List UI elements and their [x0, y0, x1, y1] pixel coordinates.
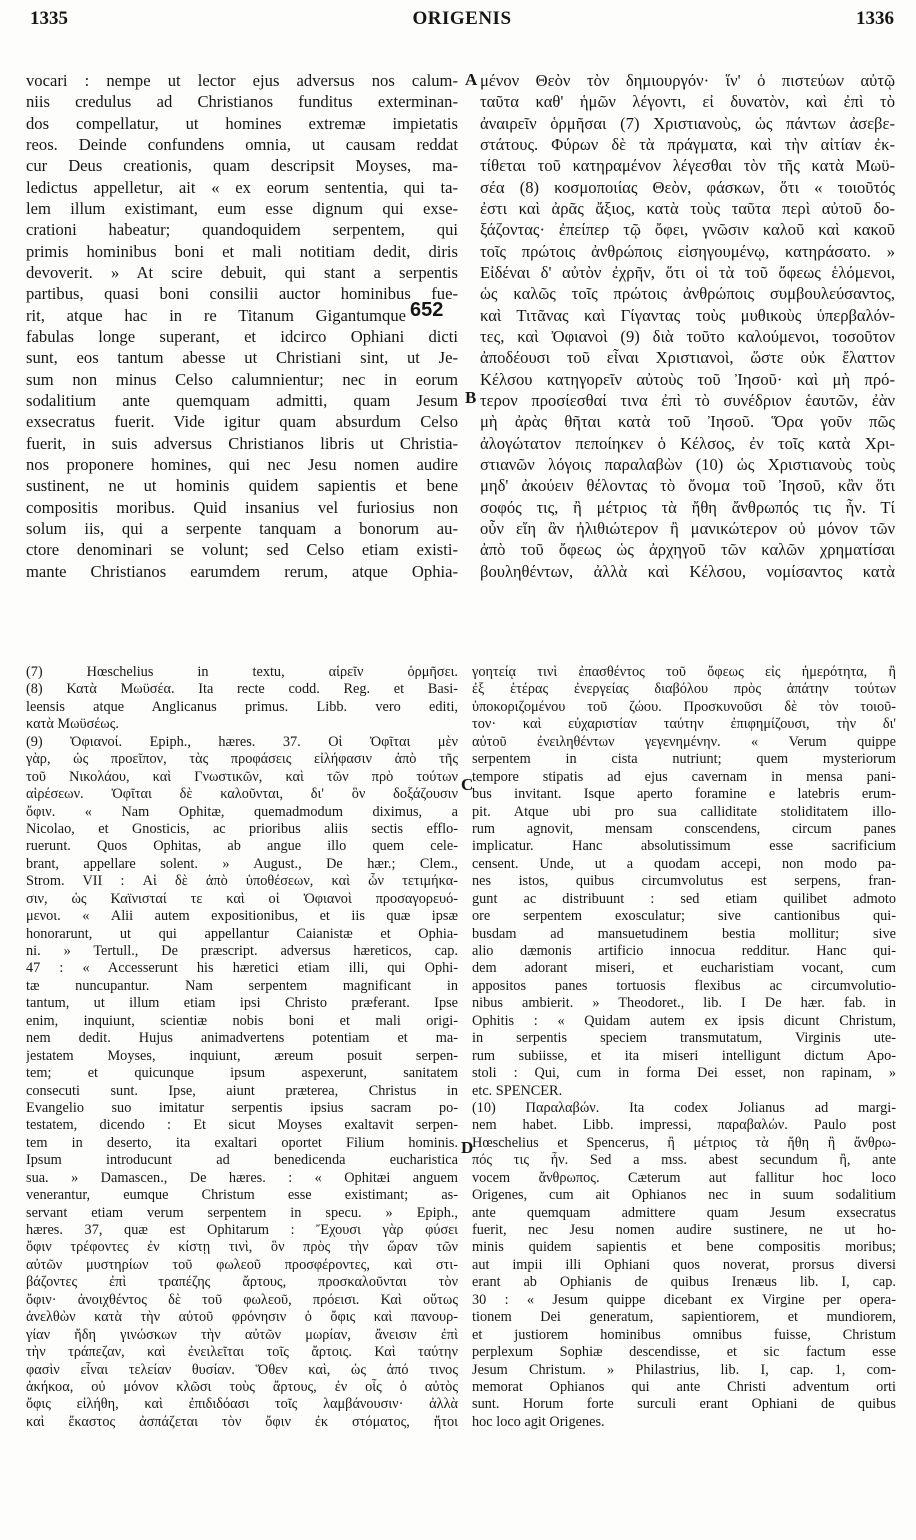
- text-line: ταῦτα καθ' ἡμῶν λέγοντι, εἰ δυνατὸν, καὶ ἐπὶ τὸ: [480, 92, 895, 112]
- text-line: sua. » Damascen., De hæres. : « Ophitæi anguem: [26, 1169, 458, 1186]
- text-line: μηδ' ἀκούειν θέλοντας τὸ ὄνομα τοῦ Ἰησοῦ, κἂν ὅτι: [480, 476, 895, 496]
- text-line: 47 : « Accesserunt his hæretici etiam illi, qui Ophi-: [26, 960, 458, 977]
- main-text-greek: [480, 70, 895, 655]
- text-line: γὰρ, ὡς προεῖπον, τὰς προφάσεις εἰλήφασιν ἀπὸ τῆς: [26, 751, 458, 768]
- text-line: ἐστι καὶ ἀρᾶς ἄξιος, κατὰ τοὺς ταῦτα περὶ αὐτοῦ δο-: [480, 198, 895, 218]
- text-line: Ipsum introducunt ad benedicenda eucharistica: [26, 1152, 458, 1169]
- text-line: fabulas longe superant, et idcirco Ophiani dicti: [26, 326, 458, 346]
- text-line: Origenes, cum ait Ophianos nec in suum sodalitium: [472, 1187, 896, 1204]
- text-line: τες, καὶ Ὀφιανοὶ (9) διὰ τοῦτο καλούμενοι, τοσοῦτον: [480, 326, 895, 346]
- text-line: μὴ ἀρὰς θῆται κατὰ τοῦ Ἰησοῦ. Ὅρα γοῦν πῶς: [480, 412, 895, 432]
- text-line: dem adorant miseri, et eucharistiam vocant, cum: [472, 960, 896, 977]
- text-line: fuerit, in suis adversus Christianos libris ut Christia-: [26, 433, 458, 453]
- text-line: censent. Unde, ut a quodam accepi, non modo pa-: [472, 855, 896, 872]
- text-line: ὄφιν. « Nam Ophitæ, quemadmodum diximus, a: [26, 803, 458, 820]
- text-line: τοῦ Νικολάου, καὶ Γνωστικῶν, καὶ τῶν πρὸ τούτων: [26, 768, 458, 785]
- running-title: ORIGENIS: [412, 8, 512, 29]
- text-line: primis hominibus boni et mali notitiam dedit, diris: [26, 241, 458, 261]
- text-line: vocem ἄνθρωπος. Cæterum aut fallitur hoc loco: [472, 1169, 896, 1186]
- text-line: ὄφις εἰλήθη, καὶ ἐπιδιδόασι τοῖς λαμβάνουσιν· ἀλλὰ: [26, 1396, 458, 1413]
- text-line: busdam ad mansuetudinem bestia mollitur; sive: [472, 925, 896, 942]
- text-line: τοῖς πρώτοις ἀνθρώποις εἰσηγουμένῳ, κατηράσατο. »: [480, 241, 895, 261]
- text-line: ante quemquam admittere quam Jesum exsecratus: [472, 1204, 896, 1221]
- text-line: καὶ ἕκαστος ἀσπάζεται τὸν ὄφιν ἐκ στόματος, ἤτοι: [26, 1413, 458, 1430]
- text-line: rum agnovit, mensam conscendens, circum panes: [472, 820, 896, 837]
- text-line: bus invitant. Isque aperto foramine e latebris erum-: [472, 786, 896, 803]
- page-number-right: 1336: [856, 8, 894, 29]
- text-line: tionem Dei generatum, sapientiorem, et mundiorem,: [472, 1309, 896, 1326]
- text-line: partibus, quasi boni consilii auctor hominibus fue-: [26, 284, 458, 304]
- text-line: et justiorem hominibus omnibus fuisse, Christum: [472, 1326, 896, 1343]
- text-line: compositis moribus. Quid insanius vel furiosius non: [26, 497, 458, 517]
- text-line: ὄφιν· ἀνοιχθέντος δὲ τοῦ φωλεοῦ, πρόεισι. Καὶ οὕτως: [26, 1291, 458, 1308]
- text-line: rum subiisse, et ita miseri intelligunt dictum Apo-: [472, 1047, 896, 1064]
- text-line: γοητείᾳ τινὶ ἐπασθέντος τοῦ ὄφεως εἰς ἡμερότητα, ἢ: [472, 664, 896, 680]
- text-line: τίθεται τοῦ κατηραμένον λέγεσθαι τὸν τῆς κατὰ Μωϋ-: [480, 156, 895, 176]
- text-line: in serpentis speciem transmutatum, Virginis ute-: [472, 1030, 896, 1047]
- text-line: sustinent, ne ut hominis quidem sapientis et bene: [26, 476, 458, 496]
- text-line: (7) Hœschelius in textu, αἱρεῖν ὁρμῆσει.: [26, 664, 458, 680]
- text-line: reos. Deinde confundens omnia, ut causam reddat: [26, 134, 458, 154]
- text-line: memorat Ophianos qui ante Christi adventum orti: [472, 1378, 896, 1395]
- text-line: solum iis, qui a serpente tanquam a bonorum au-: [26, 518, 458, 538]
- footnotes-left: [26, 664, 458, 1512]
- text-line: devoverit. » At scire debuit, qui stant a serpentis: [26, 262, 458, 282]
- text-line: aut impii illi Ophiani quos noverat, prorsus diversi: [472, 1256, 896, 1273]
- text-line: honorarunt, ut qui appellantur Caianistæ et Ophia-: [26, 925, 458, 942]
- text-line: rit, atque hac in re Titanum Gigantumque: [26, 305, 406, 325]
- text-line: sunt, eos tantum abesse ut Christiani sint, ut Je-: [26, 348, 458, 368]
- text-line: brant, appellare solent. » August., De hær.; Clem.,: [26, 855, 458, 872]
- text-line: gunt ac distribuunt : sed etiam quilibet admoto: [472, 890, 896, 907]
- text-line: alio dæmonis artificio innocua redditur. Hanc qui-: [472, 943, 896, 959]
- text-line: Strom. VII : Αἱ δὲ ἀπὸ ὑποθέσεων, καὶ ὧν τετιμήκα-: [26, 873, 458, 890]
- text-line: tæ nuncupantur. Nam serpentem magnificant in: [26, 977, 458, 994]
- text-line: hoc loco agit Origenes.: [472, 1413, 605, 1430]
- text-line: ἀλογώτατον πεποίηκεν ὁ Κέλσος, ἐν τοῖς κατὰ Χρι-: [480, 433, 895, 453]
- text-line: ctore denominari se volunt; sed Celso etiam existi-: [26, 540, 458, 560]
- text-line: ἀποδέουσι τοῦ εἶναι Χριστιανοὶ, ὥστε οὐκ ἔλαττον: [480, 348, 895, 368]
- text-line: (8) Κατὰ Μωϋσέα. Ita recte codd. Reg. et Basi-: [26, 681, 458, 698]
- text-line: vocari : nempe ut lector ejus adversus nos calum-: [26, 71, 458, 90]
- text-line: erant ab Ophianis de quibus Irenæus lib. I, cap.: [472, 1274, 896, 1291]
- text-line: testatem, dicendo : Et sicut Moyses exaltavit serpen-: [26, 1117, 458, 1134]
- text-line: Nicolao, et Gnosticis, ac prioribus aliis sectis efflo-: [26, 820, 458, 837]
- text-line: οὖν εἴη ἂν ἠλιθιώτερον ἢ μανικώτερον οὐ μόνον τῶν: [480, 518, 895, 538]
- text-line: tempore stipatis ad ejus cavernam in mensa pani-: [472, 768, 896, 785]
- text-line: pit. Atque ubi pro sua calliditate stoliditatem illo-: [472, 803, 896, 820]
- text-line: σοφός τις, ἢ μέτριος τὰ ἤθη ἄνθρωπός τις ἦν. Τί: [480, 497, 895, 517]
- text-line: σιν, ὡς Καϊνισταί τε καὶ οἱ Ὀφιανοὶ προσαγορευό-: [26, 890, 458, 907]
- text-line: σέα (8) κοσμοποιίας Θεὸν, φάσκων, ὅτι « τοιοῦτός: [480, 177, 895, 197]
- text-line: ἀνελθὼν κατὰ τὴν αὐτοῦ φρόνησιν ὁ ὄφις καὶ πανουρ-: [26, 1309, 458, 1326]
- text-line: τὴν τράπεζαν, καὶ ἐνειλεῖται τοῖς ἄρτοις. Καὶ ταύτην: [26, 1344, 458, 1361]
- text-line: hæres. 37, quæ est Ophitarum : Ἔχουσι γὰρ φύσει: [26, 1222, 458, 1238]
- section-marker-c: C: [461, 775, 474, 794]
- text-line: crationi habeatur; quandoquidem serpentem, qui: [26, 220, 458, 240]
- text-line: sunt. Horum forte surculi erant Ophiani de quibus: [472, 1396, 896, 1413]
- text-line: ore serpentem exosculatur; sive cantionibus qui-: [472, 908, 896, 925]
- text-line: Hœschelius et Spencerus, ἢ μέτριος τὰ ἤθη ἢ ἄνθρω-: [472, 1134, 896, 1151]
- text-line: ἀναιρεῖν ὁρμῆσαι (7) Χριστιανοὺς, ὡς πάντων ἀσεβε-: [480, 113, 895, 133]
- text-line: mante Christianos earumdem rerum, atque Ophia-: [26, 561, 458, 581]
- text-line: implicatur. Hanc absolutissimum esse sacrificium: [472, 838, 896, 855]
- text-line: αὐτῶν μυστηρίων τοῦ φωλεοῦ προσφέροντες, καὶ στι-: [26, 1256, 458, 1273]
- main-text-latin: [26, 70, 458, 655]
- text-line: ξάζοντας· ἐπείπερ τῷ ὄφει, γνῶσιν καλοῦ καὶ κακοῦ: [480, 220, 895, 240]
- text-line: (9) Ὀφιανοί. Epiph., hæres. 37. Οἱ Ὀφῖται μὲν: [26, 733, 458, 750]
- text-line: exsecratus fuerit. Vide igitur quam absurdum Celso: [26, 412, 458, 432]
- text-line: stoli : Qui, cum in forma Dei esset, non rapinam, »: [472, 1065, 896, 1082]
- text-line: Κέλσου κατηγορεῖν αὐτοὺς τοῦ Ἰησοῦ· καὶ μὴ πρό-: [480, 369, 895, 389]
- text-line: ἐξ ἑτέρας ἐνεργείας διαβόλου πρὸς ἀπάτην τούτων: [472, 681, 896, 698]
- text-line: servant etiam verum serpentem in specu. » Epiph.,: [26, 1204, 458, 1221]
- text-line: tantum, ut illum etiam ipsi Christo præferant. Ipse: [26, 995, 458, 1012]
- text-line: μένον Θεὸν τὸν δημιουργόν· ἵν' ὁ πιστεύων αὐτῷ: [480, 71, 895, 90]
- text-line: nem habet. Libb. impressi, παραβαλών. Paulo post: [472, 1117, 896, 1134]
- text-line: leensis atque Anglicanus primus. Libb. vero editi,: [26, 698, 458, 715]
- text-line: βουληθέντων, ἀλλὰ καὶ Κέλσου, νομίσαντος κατὰ: [480, 561, 895, 581]
- text-line: ὡς καλῶς τοῖς πρώτοις ἀνθρώποις συμβουλεύσαντος,: [480, 284, 895, 304]
- text-line: ὑποκοριζομένου τοῦ ζώου. Προσκυνοῦσι δὲ τὸν τοιοῦ-: [472, 698, 896, 715]
- running-header: [30, 8, 894, 36]
- text-line: αἱρέσεων. Ὀφῖται δὲ καλοῦνται, δι' ὃν δοξάζουσιν: [26, 786, 458, 803]
- text-line: dos compellatur, ut homines extremæ impietatis: [26, 113, 458, 133]
- text-line: τερον προσίεσθαί τινα ἐπὶ τὸ συνέδριον ἑαυτῶν, ἐὰν: [480, 390, 895, 410]
- text-line: lem illum existimant, eum esse dignum qui exse-: [26, 198, 458, 218]
- text-line: Evangelio suo imitatur serpentis ipsius sacram po-: [26, 1099, 458, 1116]
- section-marker-d: D: [461, 1138, 474, 1157]
- text-line: στιανῶν λόγοις παραλαβὼν (10) ὡς Χριστιανοὺς τοὺς: [480, 454, 895, 474]
- text-line: enim, inquiunt, scientiæ nobis boni et mali origi-: [26, 1012, 458, 1029]
- side-page-number: 652: [410, 299, 444, 321]
- text-line: nos proponere homines, qui nec Jesu nomen audire: [26, 454, 458, 474]
- text-line: etc. SPENCER.: [472, 1082, 563, 1099]
- section-marker-a: A: [465, 70, 478, 89]
- text-line: φασὶν εἶναι τελείαν θυσίαν. Ὅθεν καὶ, ὡς ἀπό τινος: [26, 1361, 458, 1378]
- text-line: ἀπὸ τοῦ ὄφεως ὡς ἀρχηγοῦ τῶν καλῶν χρηματίσαι: [480, 540, 895, 560]
- text-line: appositos panes tortuosis flexibus ac circumvolutio-: [472, 977, 896, 994]
- text-line: βάζοντες ἐπὶ τραπέζης ἄρτους, προσκαλοῦνται τὸν: [26, 1274, 458, 1291]
- text-line: tem; et quicunque ipsum aspexerunt, sanitatem: [26, 1065, 458, 1082]
- text-line: πός τις ἦν. Sed a mss. abest secundum ἢ, ante: [472, 1152, 896, 1169]
- text-line: venerantur, eumque Christum esse existimant; as-: [26, 1187, 458, 1204]
- text-line: Εἰδέναι δ' αὐτὸν ἐχρῆν, ὅτι οἱ τὰ τοῦ ὄφεως ἑλόμενοι,: [480, 262, 895, 282]
- section-marker-b: B: [465, 388, 477, 407]
- footnotes-right: [472, 664, 896, 1512]
- text-line: tem in deserto, ita exaltari oportet Filium hominis.: [26, 1134, 458, 1151]
- text-line: jestatem Moyses, inquiunt, æreum posuit serpen-: [26, 1047, 458, 1064]
- text-line: 30 : « Jesum quippe dicebant ex Virgine per opera-: [472, 1291, 896, 1308]
- text-line: perplexum Sophiæ descendisse, et sic factum esse: [472, 1344, 896, 1361]
- text-line: κατὰ Μωϋσέως.: [26, 716, 119, 733]
- text-line: niis credulus ad Christianos funditus exterminan-: [26, 92, 458, 112]
- text-line: minis quidem sapientis et bene compositis moribus;: [472, 1239, 896, 1256]
- text-line: ruerunt. Quos Ophitas, ab angue illo quem cele-: [26, 838, 458, 855]
- text-line: serpentem in cista nutriunt; quem mysteriorum: [472, 751, 896, 768]
- text-line: nibus ambierit. » Theodoret., lib. I De hær. fab. in: [472, 995, 896, 1012]
- text-line: τον· καὶ εὐχαριστίαν ταύτην ἐπιφημίζουσι, τὴν δι': [472, 716, 896, 733]
- text-line: consecuti sunt. Ipse, aiunt præterea, Christus in: [26, 1082, 458, 1099]
- page-number-left: 1335: [30, 8, 68, 29]
- text-line: στάτους. Φύρων δὲ τὰ πράγματα, καὶ τὴν αἰτίαν ἐκ-: [480, 134, 895, 154]
- text-line: sodalitium ante quemquam admitti, quam Jesum: [26, 390, 458, 410]
- text-line: μενοι. « Alii autem expositionibus, et iis quæ ipsæ: [26, 908, 458, 925]
- text-line: sum non minus Celso calumnientur; nec in eorum: [26, 369, 458, 389]
- text-line: (10) Παραλαβών. Ita codex Jolianus ad margi-: [472, 1099, 896, 1116]
- text-line: nes istos, quibus circumvolutus est serpens, fran-: [472, 873, 896, 890]
- text-line: ni. » Tertull., De præscript. adversus hæreticos, cap.: [26, 943, 458, 959]
- text-line: ὄφιν τρέφοντες ἐν κίστῃ τινὶ, ὃν πρὸς τὴν ὥραν τῶν: [26, 1239, 458, 1256]
- text-line: ἀκήκοα, οὐ μόνον κλῶσι τοὺς ἄρτους, ἐν οἷς ὁ αὐτὸς: [26, 1378, 458, 1395]
- text-line: γίαν ἤδη γινώσκων τὴν αὐτῶν μωρίαν, ἄνεισιν ἐπὶ: [26, 1326, 458, 1343]
- text-line: cur Deus creationis, quam descripsit Moyses, ma-: [26, 156, 458, 176]
- text-line: fuerit, nec Jesu nomen audire sustinere, ne ut ho-: [472, 1222, 896, 1238]
- text-line: nem dedit. Hujus animadvertens potentiam et ma-: [26, 1030, 458, 1047]
- text-line: Ophitis : « Quidam autem ex ipsis dicunt Christum,: [472, 1012, 896, 1029]
- text-line: καὶ Τιτᾶνας καὶ Γίγαντας τοὺς μυθικοὺς ὑπερβαλόν-: [480, 305, 895, 325]
- text-line: αὐτοῦ ἐνειληθέντων γεγενημένην. « Verum quippe: [472, 733, 896, 750]
- text-line: Jesum Christum. » Philastrius, lib. I, cap. 1, com-: [472, 1361, 896, 1378]
- text-line: ledictus appelletur, ait « ex eorum sententia, qui ta-: [26, 177, 458, 197]
